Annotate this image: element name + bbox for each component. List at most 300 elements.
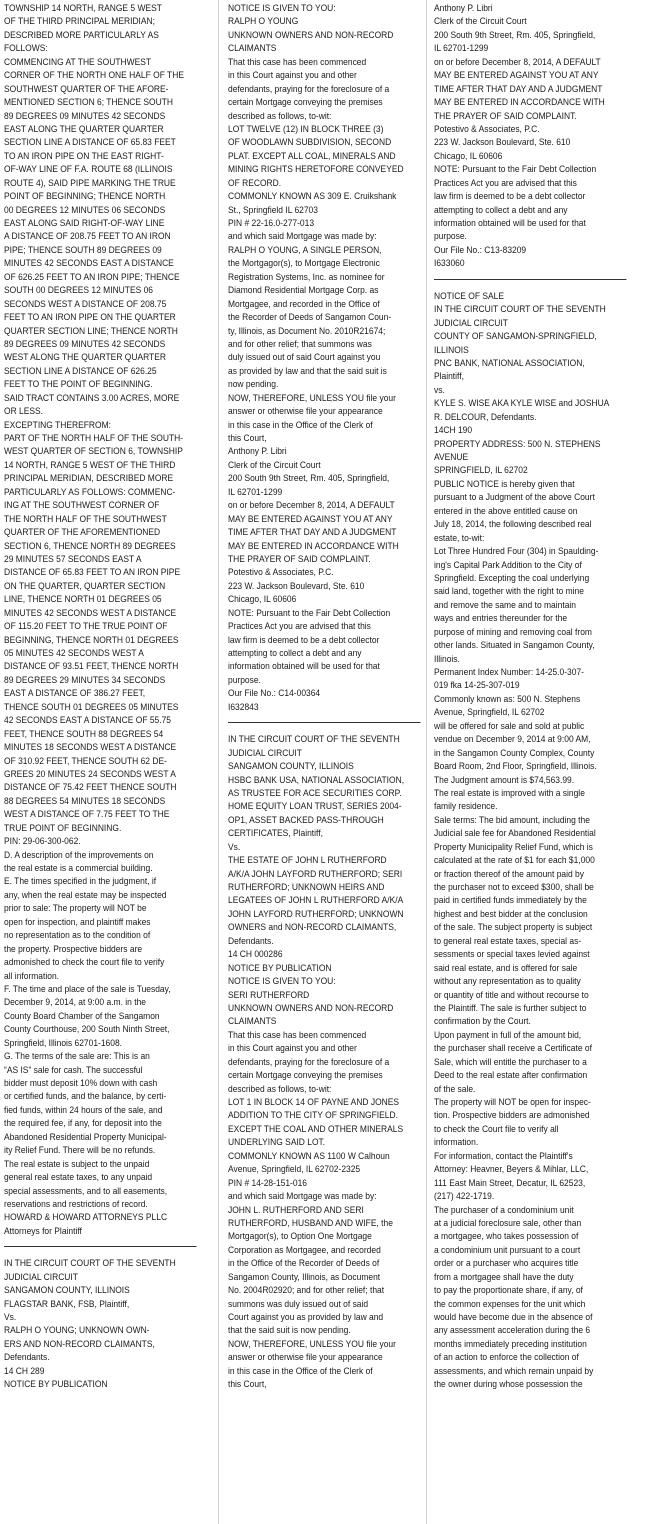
notice-line: GREES 20 MINUTES 24 SECONDS WEST A xyxy=(4,768,176,779)
notice-line: 200 South 9th Street, Rm. 405, Springfield, xyxy=(434,29,596,40)
notice-line: attempting to collect a debt and any xyxy=(434,204,568,215)
notice-line: PROPERTY ADDRESS: 500 N. STEPHENS xyxy=(434,438,601,449)
notice-line: Vs. xyxy=(228,841,241,852)
notice-line: to check the Court file to verify all xyxy=(434,1123,559,1134)
notice-line: as provided by law and that the said suit is xyxy=(228,365,387,376)
notice-line: described as follows, to-wit: xyxy=(228,110,332,121)
notice-line: of an action to enforce the collection of xyxy=(434,1352,579,1363)
notice-line: Our File No.: C14-00364 xyxy=(228,688,321,699)
notice-line: I632843 xyxy=(228,701,259,712)
notice-line: UNKNOWN OWNERS AND NON-RECORD xyxy=(228,29,394,40)
notice-line: in this case in the Office of the Clerk of xyxy=(228,1365,373,1376)
notice-line: vs. xyxy=(434,384,445,395)
notice-line: WEST A DISTANCE OF 7.75 FEET TO THE xyxy=(4,809,170,820)
notice-line: this Court, xyxy=(228,433,267,443)
notice-line: MAY BE ENTERED AGAINST YOU AT ANY xyxy=(434,70,599,81)
notice-line: 14 CH 000286 xyxy=(228,949,283,960)
notice-line: OF-WAY LINE OF F.A. ROUTE 68 (ILLINOIS xyxy=(4,164,173,175)
notice-line: 019 fka 14-25-307-019 xyxy=(434,680,520,691)
notice-line: a condominium unit pursuant to a court xyxy=(434,1244,581,1255)
notice-line: 14 CH 289 xyxy=(4,1365,45,1376)
notice-line: information. xyxy=(434,1137,479,1148)
notice-line: Deed to the real estate after confirmation xyxy=(434,1070,588,1081)
notice-line: That this case has been commenced xyxy=(228,1029,367,1040)
notice-line: TO AN IRON PIPE ON THE EAST RIGHT- xyxy=(4,150,164,161)
legal-notice xyxy=(228,2,421,714)
notice-line: NOTICE OF SALE xyxy=(434,290,505,301)
notice-line: Practices Act you are advised that this xyxy=(434,177,577,188)
notice-line: Property Municipality Relief Fund, which is xyxy=(434,841,593,852)
notice-line: July 18, 2014, the following described real xyxy=(434,519,592,530)
notice-line: PUBLIC NOTICE is hereby given that xyxy=(434,478,575,489)
notice-line: at a judicial foreclosure sale, other than xyxy=(434,1217,582,1228)
notice-line: purpose. xyxy=(228,674,261,685)
column-2 xyxy=(228,2,421,1392)
notice-line: 42 SECONDS EAST A DISTANCE OF 55.75 xyxy=(4,715,172,726)
notice-line: EAST ALONG SAID RIGHT-OF-WAY LINE xyxy=(4,218,165,228)
notice-line: TOWNSHIP 14 NORTH, RANGE 5 WEST xyxy=(4,3,162,13)
notice-line: 00 DEGREES 12 MINUTES 06 SECONDS xyxy=(4,204,166,215)
notice-line: I633060 xyxy=(434,258,465,269)
notice-line: ILLINOIS xyxy=(434,344,469,355)
notice-line: 89 DEGREES 09 MINUTES 42 SECONDS xyxy=(4,110,166,121)
notice-line: prior to sale: The property will NOT be xyxy=(4,903,147,914)
notice-line: SANGAMON COUNTY, ILLINOIS xyxy=(228,761,354,772)
notice-line: JOHN LAYFORD RUTHERFORD; UNKNOWN xyxy=(228,908,404,919)
notice-line: PIN: 29-06-300-062. xyxy=(4,836,81,847)
notice-line: Sale terms: The bid amount, including the xyxy=(434,814,590,825)
notice-line: open for inspection, and plaintiff makes xyxy=(4,916,151,927)
notice-line: will be offered for sale and sold at public xyxy=(434,720,585,731)
notice-line: and remove the same and to maintain xyxy=(434,599,576,610)
notice-line: MINING RIGHTS HERETOFORE CONVEYED xyxy=(228,164,404,175)
notice-line: Avenue, Springfield, IL 62702 xyxy=(434,707,545,718)
notice-line: OF 310.92 FEET, THENCE SOUTH 62 DE- xyxy=(4,755,167,766)
notice-line: FOLLOWS: xyxy=(4,43,48,54)
notice-line: PRINCIPAL MERIDIAN, DESCRIBED MORE xyxy=(4,473,174,484)
notice-line: the Plaintiff. The sale is further subject to xyxy=(434,1002,587,1013)
notice-line: Lot Three Hundred Four (304) in Spaulding- xyxy=(434,546,599,557)
notice-line: without any representation as to quality xyxy=(434,976,581,987)
notice-line: ADDITION TO THE CITY OF SPRINGFIELD. xyxy=(228,1110,398,1121)
notice-line: described as follows, to-wit: xyxy=(228,1083,332,1094)
notice-line: 88 DEGREES 54 MINUTES 18 SECONDS xyxy=(4,795,166,806)
notice-line: JUDICIAL CIRCUIT xyxy=(228,747,302,758)
notice-line: to pay the proportionate share, if any, of xyxy=(434,1285,583,1296)
notice-line: LINE, THENCE NORTH 01 DEGREES 05 xyxy=(4,594,162,605)
legal-notice xyxy=(228,733,421,1391)
notice-line: 05 MINUTES 42 SECONDS WEST A xyxy=(4,648,144,658)
notice-line: order or a purchaser who acquires title xyxy=(434,1258,579,1269)
notice-line: general real estate taxes, to any unpaid xyxy=(4,1172,153,1183)
notice-line: MAY BE ENTERED IN ACCORDANCE WITH xyxy=(228,540,399,551)
notice-line: SECTION 6, THENCE NORTH 89 DEGREES xyxy=(4,540,176,551)
notice-line: County Courthouse, 200 South Ninth Street, xyxy=(4,1024,170,1035)
notice-line: OF 626.25 FEET TO AN IRON PIPE; THENCE xyxy=(4,271,180,282)
notice-line: Potestivo & Associates, P.C. xyxy=(434,123,540,134)
notice-line: Our File No.: C13-83209 xyxy=(434,244,527,255)
column-rule xyxy=(426,0,427,1524)
notice-line: would have become due in the absence of xyxy=(434,1312,593,1322)
notice-line: NOW, THEREFORE, UNLESS YOU file your xyxy=(228,1338,396,1349)
notice-line: “AS IS” sale for cash. The successful xyxy=(4,1064,143,1075)
notice-line: 89 DEGREES 09 MINUTES 42 SECONDS xyxy=(4,338,166,349)
notice-line: attempting to collect a debt and any xyxy=(228,648,362,658)
notice-line: JUDICIAL CIRCUIT xyxy=(434,317,508,328)
notice-line: Permanent Index Number: 14-25.0-307- xyxy=(434,667,584,677)
notice-line: any, when the real estate may be inspected xyxy=(4,889,167,900)
notice-line: Abandoned Residential Property Municipal- xyxy=(4,1131,167,1142)
notice-line: the real estate is a commercial building. xyxy=(4,863,153,873)
legal-notice xyxy=(4,2,197,1238)
notice-line: Registration Systems, Inc. as nominee for xyxy=(228,271,385,282)
notice-line: NOTICE IS GIVEN TO YOU: xyxy=(228,976,336,987)
column-1 xyxy=(4,2,197,1392)
notice-line: HOME EQUITY LOAN TRUST, SERIES 2004- xyxy=(228,801,402,812)
notice-line: information obtained will be used for that xyxy=(228,661,380,672)
notice-line: said real estate, and is offered for sale xyxy=(434,962,578,973)
notice-line: SECTION LINE A DISTANCE OF 65.83 FEET xyxy=(4,137,176,148)
notice-line: December 9, 2014, at 9:00 a.m. in the xyxy=(4,997,146,1008)
notice-line: other lands. Situated in Sangamon County, xyxy=(434,640,595,651)
notice-separator xyxy=(4,1246,197,1247)
notice-line: this Court, xyxy=(228,1379,267,1390)
notice-line: estate, to-wit: xyxy=(434,532,485,543)
notice-line: assessments, and which remain unpaid by xyxy=(434,1365,594,1376)
notice-line: G. The terms of the sale are: This is an xyxy=(4,1051,150,1062)
legal-notice xyxy=(434,290,627,1392)
notice-line: any assessment acceleration during the 6 xyxy=(434,1325,591,1336)
notice-line: the purchaser shall receive a Certificate of xyxy=(434,1043,592,1054)
notice-line: St., Springfield IL 62703 xyxy=(228,204,318,215)
notice-line: months immediately preceding institution xyxy=(434,1338,587,1349)
notice-line: SERI RUTHERFORD xyxy=(228,989,310,1000)
notice-line: from a mortgagee shall have the duty xyxy=(434,1271,574,1282)
notice-line: said land, together with the right to mine xyxy=(434,586,584,597)
notice-line: COUNTY OF SANGAMON-SPRINGFIELD, xyxy=(434,331,597,342)
notice-line: Mortgagor(s), to Option One Mortgage xyxy=(228,1231,372,1242)
notice-line: Potestivo & Associates, P.C. xyxy=(228,567,334,578)
notice-line: 89 DEGREES 29 MINUTES 34 SECONDS xyxy=(4,674,166,685)
notice-line: Avenue, Springfield, IL 62702-2325 xyxy=(228,1164,361,1175)
notice-line: Plaintiff, xyxy=(434,371,464,382)
notice-line: in this case in the Office of the Clerk of xyxy=(228,419,373,430)
notice-line: on or before December 8, 2014, A DEFAULT xyxy=(228,500,395,511)
notice-line: Commonly known as: 500 N. Stephens xyxy=(434,693,581,704)
notice-line: FEET TO AN IRON PIPE ON THE QUARTER xyxy=(4,312,176,323)
notice-line: defendants, praying for the foreclosure of a xyxy=(228,1056,390,1067)
legal-notice xyxy=(434,2,627,271)
notice-line: PIPE; THENCE SOUTH 89 DEGREES 09 xyxy=(4,244,162,255)
notice-line: information obtained will be used for that xyxy=(434,218,586,228)
notice-line: A/K/A JOHN LAYFORD RUTHERFORD; SERI xyxy=(228,868,403,879)
notice-line: The real estate is subject to the unpaid xyxy=(4,1158,150,1169)
notice-line: CLAIMANTS xyxy=(228,43,277,54)
notice-line: LEGATEES OF JOHN L RUTHERFORD A/K/A xyxy=(228,895,404,906)
notice-line: COMMENCING AT THE SOUTHWEST xyxy=(4,56,152,67)
notice-line: paid in certified funds immediately by the xyxy=(434,895,587,906)
notice-line: OR LESS. xyxy=(4,406,44,417)
notice-line: Attorney: Heavner, Beyers & Mihlar, LLC, xyxy=(434,1164,589,1175)
notice-line: the required fee, if any, for deposit into the xyxy=(4,1118,162,1129)
notice-line: HSBC BANK USA, NATIONAL ASSOCIATION, xyxy=(228,774,405,785)
notice-line: ty, Illinois, as Document No. 2010R21674; xyxy=(228,325,386,336)
notice-line: ON THE QUARTER, QUARTER SECTION xyxy=(4,580,166,591)
notice-line: of the sale. The subject property is subject xyxy=(434,922,593,933)
notice-line: Judicial sale fee for Abandoned Residential xyxy=(434,828,596,839)
notice-line: OF THE THIRD PRINCIPAL MERIDIAN; xyxy=(4,16,155,27)
notice-line: HOWARD & HOWARD ATTORNEYS PLLC xyxy=(4,1212,168,1223)
notice-line: Sale, which will entitle the purchaser to a xyxy=(434,1056,587,1067)
notice-line: 29 MINUTES 57 SECONDS EAST A xyxy=(4,553,142,564)
notice-line: or certified funds, and the balance, by certi- xyxy=(4,1091,167,1102)
notice-line: MINUTES 42 SECONDS EAST A DISTANCE xyxy=(4,258,174,269)
notice-line: FLAGSTAR BANK, FSB, Plaintiff, xyxy=(4,1298,130,1309)
notice-line: ing's Capital Park Addition to the City of xyxy=(434,559,582,570)
notice-line: WEST QUARTER OF SECTION 6, TOWNSHIP xyxy=(4,446,183,457)
notice-line: SAID TRACT CONTAINS 3.00 ACRES, MORE xyxy=(4,392,180,403)
notice-line: COMMONLY KNOWN AS 1100 W Calhoun xyxy=(228,1150,390,1161)
notice-line: PIN # 14-28-151-016 xyxy=(228,1177,307,1188)
notice-line: For information, contact the Plaintiff's xyxy=(434,1150,573,1161)
legal-notice xyxy=(4,1257,197,1391)
notice-line: BEGINNING, THENCE NORTH 01 DEGREES xyxy=(4,634,179,645)
notice-line: special assessments, and to all easements, xyxy=(4,1185,168,1196)
notice-line: and for other relief; that summons was xyxy=(228,338,372,349)
notice-line: Upon payment in full of the amount bid, xyxy=(434,1029,582,1040)
notice-line: RALPH O YOUNG xyxy=(228,16,299,27)
notice-line: Attorneys for Plaintiff xyxy=(4,1225,82,1236)
notice-line: EAST A DISTANCE OF 386.27 FEET, xyxy=(4,688,146,699)
notice-line: Practices Act you are advised that this xyxy=(228,621,371,632)
notice-line: DISTANCE OF 93.51 FEET, THENCE NORTH xyxy=(4,661,179,672)
notice-line: SECONDS WEST A DISTANCE OF 208.75 xyxy=(4,298,167,309)
notice-line: The real estate is improved with a single xyxy=(434,787,585,798)
notice-line: CORNER OF THE NORTH ONE HALF OF THE xyxy=(4,70,184,81)
notice-line: IL 62701-1299 xyxy=(434,43,489,54)
notice-line: Chicago, IL 60606 xyxy=(434,150,503,161)
notice-line: LOT 1 IN BLOCK 14 OF PAYNE AND JONES xyxy=(228,1097,400,1107)
notice-line: on or before December 8, 2014, A DEFAULT xyxy=(434,56,601,67)
notice-line: certain Mortgage conveying the premises xyxy=(228,97,383,108)
notice-line: NOTICE BY PUBLICATION xyxy=(228,962,332,973)
notice-line: SPRINGFIELD, IL 62702 xyxy=(434,465,528,476)
notice-line: TIME AFTER THAT DAY AND A JUDGMENT xyxy=(228,527,397,538)
notice-line: No. 2004R02920; and for other relief; that xyxy=(228,1285,385,1296)
notice-line: A DISTANCE OF 208.75 FEET TO AN IRON xyxy=(4,231,171,242)
column-rule xyxy=(218,0,219,1524)
notice-line: bidder must deposit 10% down with cash xyxy=(4,1078,158,1088)
notice-line: That this case has been commenced xyxy=(228,56,367,67)
notice-line: Anthony P. Libri xyxy=(228,446,287,457)
notice-line: Defendants. xyxy=(4,1352,50,1363)
notice-line: COMMONLY KNOWN AS 309 E. Cruikshank xyxy=(228,191,397,202)
notice-line: confirmation by the Court. xyxy=(434,1016,531,1027)
notice-line: QUARTER OF THE AFOREMENTIONED xyxy=(4,527,161,538)
notice-line: THE PRAYER OF SAID COMPLAINT. xyxy=(228,553,371,564)
notice-line: answer or otherwise file your appearance xyxy=(228,406,383,417)
notice-line: certain Mortgage conveying the premises xyxy=(228,1070,383,1081)
notice-line: 223 W. Jackson Boulevard, Ste. 610 xyxy=(434,137,571,148)
notice-line: vendue on December 9, 2014 at 9:00 AM, xyxy=(434,734,591,745)
notice-line: now pending. xyxy=(228,379,279,390)
notice-line: ways and entries thereunder for the xyxy=(434,613,568,624)
notice-line: TIME AFTER THAT DAY AND A JUDGMENT xyxy=(434,83,603,94)
notice-line: County Board Chamber of the Sangamon xyxy=(4,1010,160,1021)
notice-line: Sangamon County, Illinois, as Document xyxy=(228,1271,381,1282)
notice-line: OF 115.20 FEET TO THE TRUE POINT OF xyxy=(4,621,168,632)
notice-line: Board Room, 2nd Floor, Springfield, Illinois. xyxy=(434,761,597,772)
notice-line: admonished to check the court file to verify xyxy=(4,957,165,968)
notice-line: NOTICE IS GIVEN TO YOU: xyxy=(228,3,336,13)
notice-line: fied funds, within 24 hours of the sale, and xyxy=(4,1104,163,1115)
notice-line: THE ESTATE OF JOHN L RUTHERFORD xyxy=(228,855,387,866)
notice-line: 14 NORTH, RANGE 5 WEST OF THE THIRD xyxy=(4,459,176,470)
notice-line: AVENUE xyxy=(434,452,469,462)
notice-line: SOUTH 00 DEGREES 12 MINUTES 06 xyxy=(4,285,153,296)
notice-line: purpose. xyxy=(434,231,467,242)
notice-line: Vs. xyxy=(4,1312,17,1322)
notice-line: CERTIFICATES, Plaintiff, xyxy=(228,828,323,839)
notice-line: EXCEPTING THEREFROM: xyxy=(4,419,111,430)
notice-line: RUTHERFORD, HUSBAND AND WIFE, the xyxy=(228,1217,393,1228)
notice-line: PARTICULARLY AS FOLLOWS: COMMENC- xyxy=(4,486,176,497)
notice-line: FEET, THENCE SOUTH 88 DEGREES 54 xyxy=(4,728,164,739)
notice-line: D. A description of the improvements on xyxy=(4,849,154,860)
notice-line: THE PRAYER OF SAID COMPLAINT. xyxy=(434,110,577,121)
notice-line: or quantity of title and without recourse to xyxy=(434,989,589,1000)
notice-line: THE NORTH HALF OF THE SOUTHWEST xyxy=(4,513,167,524)
notice-line: MENTIONED SECTION 6; THENCE SOUTH xyxy=(4,97,174,108)
notice-line: SOUTHWEST QUARTER OF THE AFORE- xyxy=(4,83,169,94)
notice-line: NOTE: Pursuant to the Fair Debt Collection xyxy=(228,607,391,618)
notice-line: tion. Prospective bidders are admonished xyxy=(434,1110,590,1121)
notice-line: MAY BE ENTERED IN ACCORDANCE WITH xyxy=(434,97,605,108)
notice-line: EXCEPT THE COAL AND OTHER MINERALS xyxy=(228,1123,404,1134)
notice-line: highest and best bidder at the conclusion xyxy=(434,908,588,919)
notice-line: JUDICIAL CIRCUIT xyxy=(4,1271,78,1282)
notice-line: UNKNOWN OWNERS AND NON-RECORD xyxy=(228,1002,394,1013)
notice-line: 223 W. Jackson Boulevard, Ste. 610 xyxy=(228,580,365,591)
notice-line: answer or otherwise file your appearance xyxy=(228,1352,383,1363)
notice-line: Mortgagee, and recorded in the Office of xyxy=(228,298,380,309)
notice-line: MINUTES 42 SECONDS WEST A DISTANCE xyxy=(4,607,177,618)
notice-line: MAY BE ENTERED AGAINST YOU AT ANY xyxy=(228,513,393,524)
notice-line: R. DELCOUR, Defendants. xyxy=(434,411,537,422)
notice-line: IN THE CIRCUIT COURT OF THE SEVENTH xyxy=(228,734,400,745)
notice-line: PART OF THE NORTH HALF OF THE SOUTH- xyxy=(4,433,184,443)
notice-line: the Recorder of Deeds of Sangamon Coun- xyxy=(228,312,392,323)
notice-line: UNDERLYING SAID LOT. xyxy=(228,1137,326,1148)
notice-line: SECTION LINE A DISTANCE OF 626.25 xyxy=(4,365,157,376)
notice-line: NOTE: Pursuant to the Fair Debt Collection xyxy=(434,164,597,175)
notice-line: in the Sangamon County Complex, County xyxy=(434,747,595,758)
notice-line: NOW, THEREFORE, UNLESS YOU file your xyxy=(228,392,396,403)
notice-line: Springfield, Illinois 62701-1608. xyxy=(4,1037,123,1048)
notice-line: OF RECORD. xyxy=(228,177,282,188)
notice-line: WEST ALONG THE QUARTER QUARTER xyxy=(4,352,166,363)
notice-line: and which said Mortgage was made by: xyxy=(228,1191,377,1202)
notice-line: the Mortgagor(s), to Mortgage Electronic xyxy=(228,258,380,269)
notice-line: SANGAMON COUNTY, ILLINOIS xyxy=(4,1285,130,1296)
notice-line: IN THE CIRCUIT COURT OF THE SEVENTH xyxy=(4,1258,176,1269)
notice-line: all information. xyxy=(4,970,60,981)
notice-line: to general real estate taxes, special as- xyxy=(434,935,582,946)
notice-line: F. The time and place of the sale is Tuesday, xyxy=(4,983,171,994)
notice-line: 200 South 9th Street, Rm. 405, Springfield, xyxy=(228,473,390,484)
notice-line: law firm is deemed to be a debt collector xyxy=(434,191,586,202)
notice-line: AS TRUSTEE FOR ACE SECURITIES CORP. xyxy=(228,787,402,798)
notice-line: the owner during whose possession the xyxy=(434,1379,583,1390)
notice-line: RUTHERFORD; UNKNOWN HEIRS AND xyxy=(228,882,385,892)
notice-line: DESCRIBED MORE PARTICULARLY AS xyxy=(4,29,159,40)
column-3 xyxy=(434,2,627,1392)
notice-line: IN THE CIRCUIT COURT OF THE SEVENTH xyxy=(434,304,606,315)
notice-line: JOHN L. RUTHERFORD AND SERI xyxy=(228,1204,364,1215)
notice-line: ity Relief Fund. There will be no refunds. xyxy=(4,1145,156,1156)
notice-line: THENCE SOUTH 01 DEGREES 05 MINUTES xyxy=(4,701,179,712)
notice-line: Court against you as provided by law and xyxy=(228,1312,384,1322)
notice-line: in this Court against you and other xyxy=(228,1043,357,1054)
notice-line: DISTANCE OF 75.42 FEET THENCE SOUTH xyxy=(4,782,177,793)
notice-line: OP1, ASSET BACKED PASS-THROUGH xyxy=(228,814,384,825)
notice-line: QUARTER SECTION LINE; THENCE NORTH xyxy=(4,325,178,336)
notice-line: Springfield. Excepting the coal underlying xyxy=(434,572,590,583)
notice-line: pursuant to a Judgment of the above Court xyxy=(434,492,595,503)
notice-line: law firm is deemed to be a debt collector xyxy=(228,634,380,645)
notice-line: duly issued out of said Court against you xyxy=(228,352,381,363)
notice-line: the property. Prospective bidders are xyxy=(4,943,143,954)
notice-line: RALPH O YOUNG; UNKNOWN OWN- xyxy=(4,1325,150,1336)
notice-line: that the said suit is now pending. xyxy=(228,1325,351,1336)
notice-line: purpose of mining and removing coal from xyxy=(434,626,592,637)
notice-line: Clerk of the Circuit Court xyxy=(228,459,321,470)
notice-line: OWNERS and NON-RECORD CLAIMANTS, xyxy=(228,922,397,933)
notice-line: RALPH O YOUNG, A SINGLE PERSON, xyxy=(228,244,382,255)
notice-line: calculated at the rate of $1 for each $1,000 xyxy=(434,855,595,866)
notice-line: E. The times specified in the judgment, if xyxy=(4,876,157,887)
notice-line: ERS AND NON-RECORD CLAIMANTS, xyxy=(4,1338,155,1349)
notice-line: PLAT. EXCEPT ALL COAL, MINERALS AND xyxy=(228,150,396,161)
notice-line: summons was duly issued out of said xyxy=(228,1298,369,1309)
notice-line: The Judgment amount is $74,563.99. xyxy=(434,774,575,785)
notice-line: OF WOODLAWN SUBDIVISION, SECOND xyxy=(228,137,392,148)
notice-separator xyxy=(228,722,421,723)
notice-line: reservations and restrictions of record. xyxy=(4,1198,148,1209)
notice-line: EAST ALONG THE QUARTER QUARTER xyxy=(4,123,164,134)
notice-line: (217) 422-1719. xyxy=(434,1191,495,1202)
notice-line: or fraction thereof of the amount paid by xyxy=(434,868,584,879)
notice-line: and which said Mortgage was made by: xyxy=(228,231,377,242)
notice-line: Illinois. xyxy=(434,653,460,664)
notice-line: FEET TO THE POINT OF BEGINNING. xyxy=(4,379,153,390)
notice-line: Clerk of the Circuit Court xyxy=(434,16,527,27)
notice-line: MINUTES 18 SECONDS WEST A DISTANCE xyxy=(4,742,177,753)
notice-line: Corporation as Mortgagee, and recorded xyxy=(228,1244,381,1255)
notice-line: sessments or special taxes levied against xyxy=(434,949,590,960)
notice-line: Chicago, IL 60606 xyxy=(228,594,297,605)
notice-line: POINT OF BEGINNING; THENCE NORTH xyxy=(4,191,166,202)
notice-line: CLAIMANTS xyxy=(228,1016,277,1027)
notice-line: PIN # 22-16.0-277-013 xyxy=(228,218,315,228)
notice-line: Anthony P. Libri xyxy=(434,3,493,13)
notice-line: entered in the above entitled cause on xyxy=(434,505,578,516)
notice-line: a mortgagee, who takes possession of xyxy=(434,1231,579,1242)
notice-line: KYLE S. WISE AKA KYLE WISE and JOSHUA xyxy=(434,398,610,409)
notice-line: 14CH 190 xyxy=(434,425,473,436)
notice-line: the purchaser not to exceed $300, shall be xyxy=(434,882,594,892)
notice-line: DISTANCE OF 65.83 FEET TO AN IRON PIPE xyxy=(4,567,181,578)
